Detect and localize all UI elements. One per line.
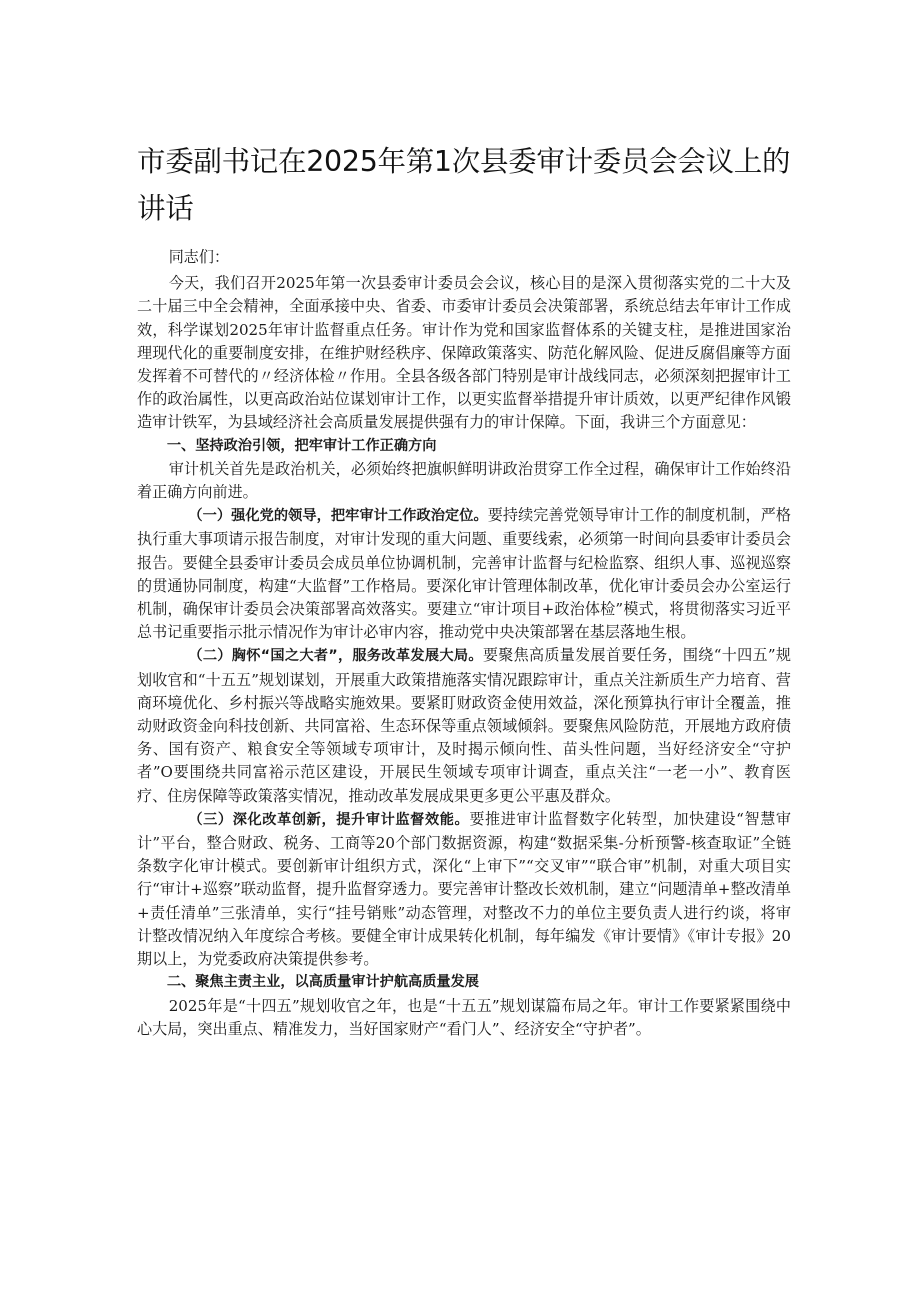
subsection-2-text: 要聚焦高质量发展首要任务，围绕“十四五”规划收官和“十五五”规划谋划，开展重大政策措施落实情况跟踪审计，重点关注新质生产力培育、营商环境优化、乡村振兴等战略实施效果。要紧盯财政资金使用效益，深化预算执行审计全覆盖，推动财政资金向科技创新、共同富裕、生态环保等重点领域倾斜。要聚焦风险防范，开展地方政府债务、国有资产、粮食安全等领域专项审计，及时揭示倾向性、苗头性问题，当好经济安全“守护者”O要围绕共同富裕示范区建设，开展民生领域专项审计调查，重点关注“一老一小”、教育医疗、住房保障等政策落实情况，推动改革发展成果更多更公平惠及群众。: [137, 646, 791, 805]
section-heading-1: 一、坚持政治引领，把牢审计工作正确方向: [166, 437, 437, 454]
section-heading-2: 二、聚焦主责主业，以高质量审计护航高质量发展: [166, 974, 479, 991]
subsection-2-paragraph: [137, 644, 791, 807]
subsection-1-text: 要持续完善党领导审计工作的制度机制，严格执行重大事项请示报告制度，对审计发现的重大问题、重要线索，必须第一时间向县委审计委员会报告。要健全县委审计委员会成员单位协调机制，完善审计监督与纪检监察、组织人事、巡视巡察的贯通协同制度，构建“大监督”工作格局。要深化审计管理体制改革，优化审计委员会办公室运行机制，确保审计委员会决策部署高效落实。要建立“审计项目+政治体检”模式，将贯彻落实习近平总书记重要指示批示情况作为审计必审内容，推动党中央决策部署在基层落地生根。: [137, 506, 791, 642]
section-1-intro: 审计机关首先是政治机关，必须始终把旗帜鲜明讲政治贯穿工作全过程，确保审计工作始终沿着正确方向前进。: [137, 459, 791, 502]
subsection-3-lead: （三）深化改革创新，提升审计监督效能。: [188, 811, 470, 828]
subsection-1-lead: （一）强化党的领导，把牢审计工作政治定位。: [188, 508, 488, 525]
intro-paragraph: 今天，我们召开2025年第一次县委审计委员会会议，核心目的是深入贯彻落实党的二十大及二十届三中全会精神，全面承接中央、省委、市委审计委员会决策部署，系统总结去年审计工作成效，科学谋划2025年审计监督重点任务。审计作为党和国家监督体系的关键支柱，是推进国家治理现代化的重要制度安排，在维护财经秩序、保障政策落实、防范化解风险、促进反腐倡廉等方面发挥着不可替代的〃经济体检〃作用。全县各级各部门特别是审计战线同志，必须深刻把握审计工作的政治属性，以更高政治站位谋划审计工作，以更实监督举措提升审计质效，以更严纪律作风锻造审计铁军，为县域经济社会高质量发展提供强有力的审计保障。下面，我讲三个方面意见：: [137, 274, 791, 432]
subsection-3-text: 要推进审计监督数字化转型，加快建设“智慧审计”平台，整合财政、税务、工商等20个部门数据资源，构建“数据采集-分析预警-核查取证”全链条数字化审计模式。要创新审计组织方式，深化“上审下”“交叉审”“联合审”机制，对重大项目实行“审计+巡察”联动监督，提升监督穿透力。要完善审计整改长效机制，建立“问题清单+整改清单+责任清单”三张清单，实行“挂号销账”动态管理，对整改不力的单位主要负责人进行约谈，将审计整改情况纳入年度综合考核。要健全审计成果转化机制，每年编发《审计要情》《审计专报》20期以上，为党委政府决策提供参考。: [137, 809, 791, 969]
salutation: 同志们：: [168, 248, 230, 266]
document-title: 市委副书记在2025年第1次县委审计委员会会议上的讲话: [137, 145, 791, 225]
subsection-3-paragraph: [137, 808, 791, 971]
document-body: [137, 245, 791, 1041]
subsection-1-paragraph: [137, 504, 791, 644]
subsection-2-lead: （二）胸怀“国之大者”，服务改革发展大局。: [188, 648, 483, 665]
section-2-intro: 2025年是“十四五”规划收官之年，也是“十五五”规划谋篇布局之年。审计工作要紧紧围绕中心大局，突出重点、精准发力，当好国家财产“看门人”、经济安全“守护者”。: [137, 996, 791, 1038]
